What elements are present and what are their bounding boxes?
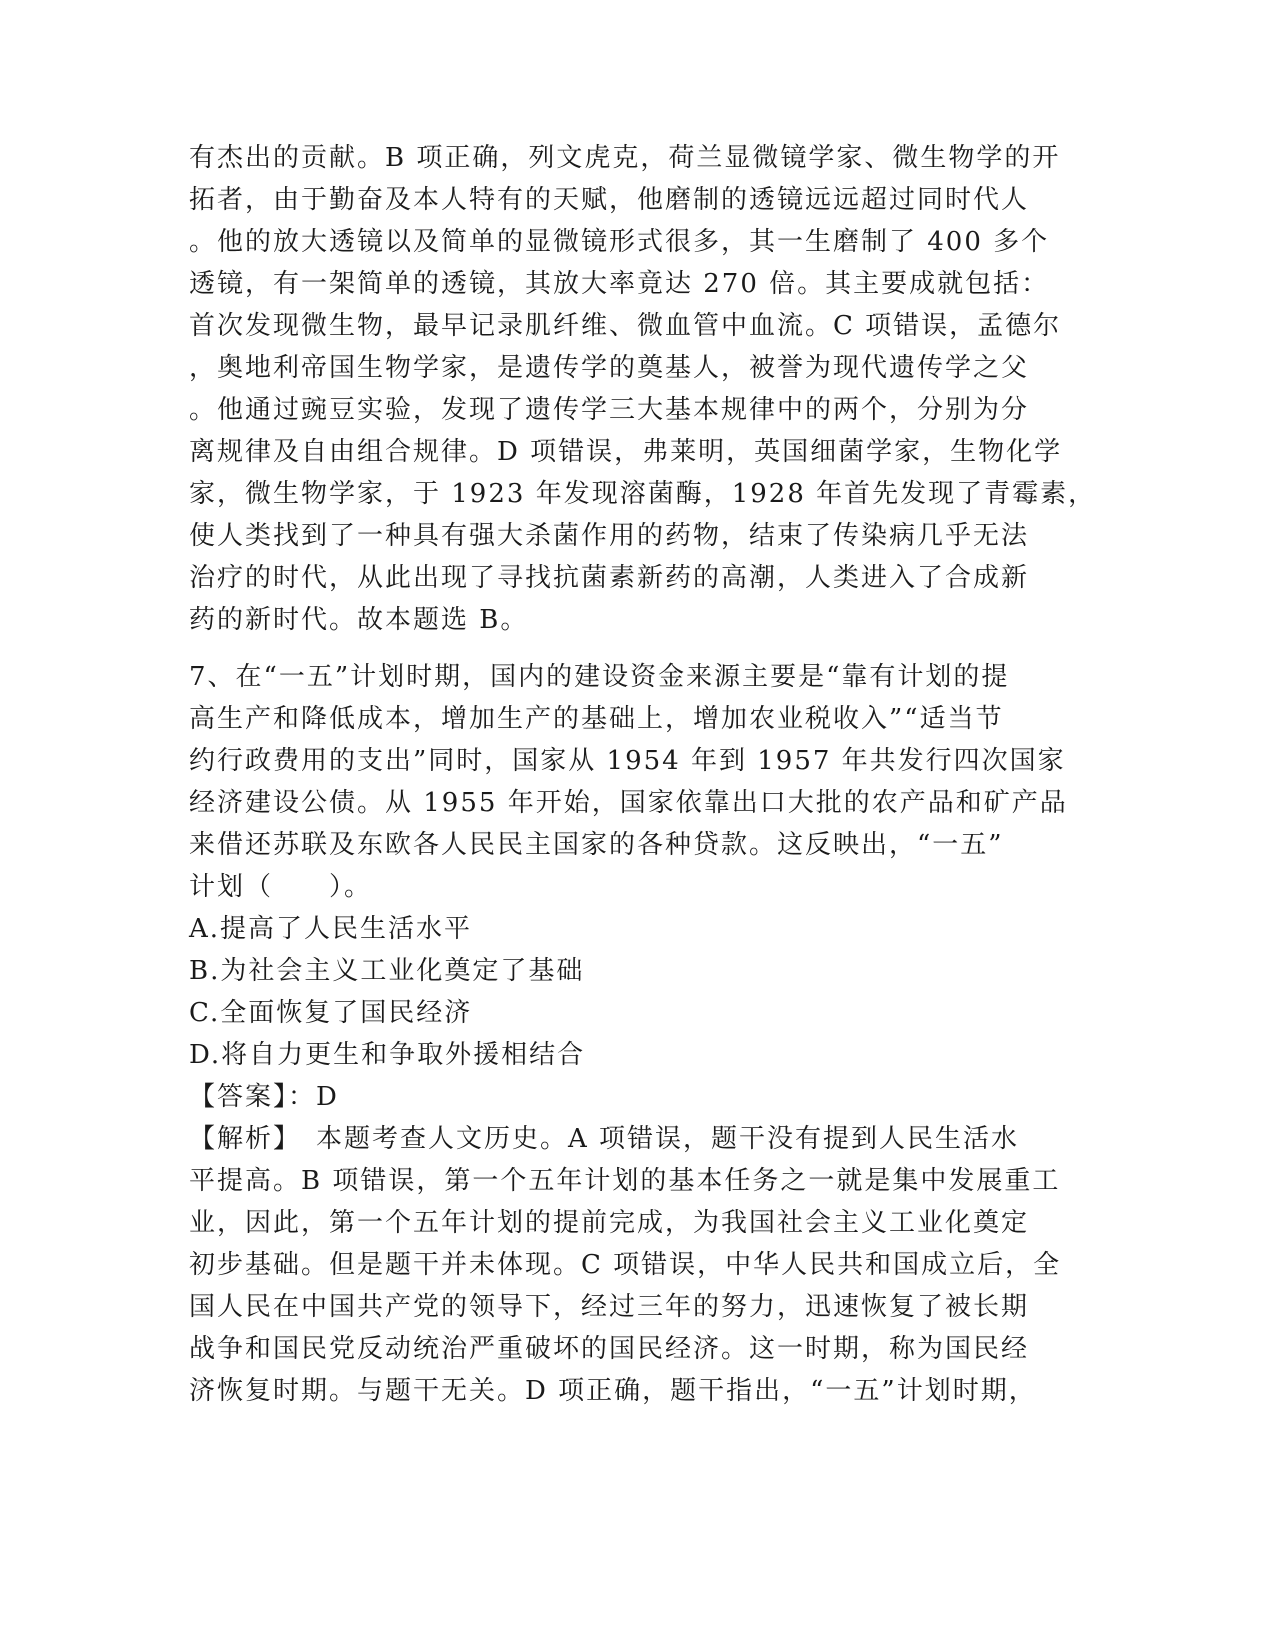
option-d: D.将自力更生和争取外援相结合 [189,1040,586,1070]
question-line: 来借还苏联及东欧各人民民主国家的各种贷款。这反映出，“一五” [189,830,1004,860]
analysis-line: 【解析】 本题考查人文历史。A 项错误，题干没有提到人民生活水 [189,1124,1020,1154]
text-line: 家，微生物学家，于 1923 年发现溶菌酶，1928 年首先发现了青霉素， [189,479,1097,509]
text-line: 有杰出的贡献。B 项正确，列文虎克，荷兰显微镜学家、微生物学的开 [189,143,1061,173]
analysis-line: 初步基础。但是题干并未体现。C 项错误，中华人民共和国成立后，全 [189,1250,1062,1280]
analysis-line: 战争和国民党反动统治严重破坏的国民经济。这一时期，称为国民经 [189,1334,1030,1364]
text-line: 使人类找到了一种具有强大杀菌作用的药物，结束了传染病几乎无法 [189,521,1030,551]
question-line: 经济建设公债。从 1955 年开始，国家依靠出口大批的农产品和矿产品 [189,788,1068,818]
text-line: 。他的放大透镜以及简单的显微镜形式很多，其一生磨制了 400 多个 [189,227,1050,257]
option-b: B.为社会主义工业化奠定了基础 [189,956,585,986]
question-line: 7、在“一五”计划时期，国内的建设资金来源主要是“靠有计划的提 [189,662,1010,692]
analysis-line: 国人民在中国共产党的领导下，经过三年的努力，迅速恢复了被长期 [189,1292,1030,1322]
analysis-line: 平提高。B 项错误，第一个五年计划的基本任务之一就是集中发展重工 [189,1166,1061,1196]
text-line: ，奥地利帝国生物学家，是遗传学的奠基人，被誉为现代遗传学之父 [189,353,1030,383]
text-line: 透镜，有一架简单的透镜，其放大率竟达 270 倍。其主要成就包括： [189,269,1050,299]
text-line: 治疗的时代，从此出现了寻找抗菌素新药的高潮，人类进入了合成新 [189,563,1030,593]
option-c: C.全面恢复了国民经济 [189,998,473,1028]
question-line: 高生产和降低成本，增加生产的基础上，增加农业税收入”“适当节 [189,704,1004,734]
answer-line: 【答案】：D [189,1082,339,1112]
text-line: 离规律及自由组合规律。D 项错误，弗莱明，英国细菌学家，生物化学 [189,437,1063,467]
question-line: 计划（ ）。 [189,872,373,902]
analysis-line: 业，因此，第一个五年计划的提前完成，为我国社会主义工业化奠定 [189,1208,1030,1238]
text-line: 拓者，由于勤奋及本人特有的天赋，他磨制的透镜远远超过同时代人 [189,185,1030,215]
analysis-line: 济恢复时期。与题干无关。D 项正确，题干指出，“一五”计划时期， [189,1376,1037,1406]
text-line: 。他通过豌豆实验，发现了遗传学三大基本规律中的两个，分别为分 [189,395,1030,425]
question-line: 约行政费用的支出”同时，国家从 1954 年到 1957 年共发行四次国家 [189,746,1066,776]
text-line: 药的新时代。故本题选 B。 [189,605,529,635]
option-a: A.提高了人民生活水平 [189,914,473,944]
text-line: 首次发现微生物，最早记录肌纤维、微血管中血流。C 项错误，孟德尔 [189,311,1062,341]
